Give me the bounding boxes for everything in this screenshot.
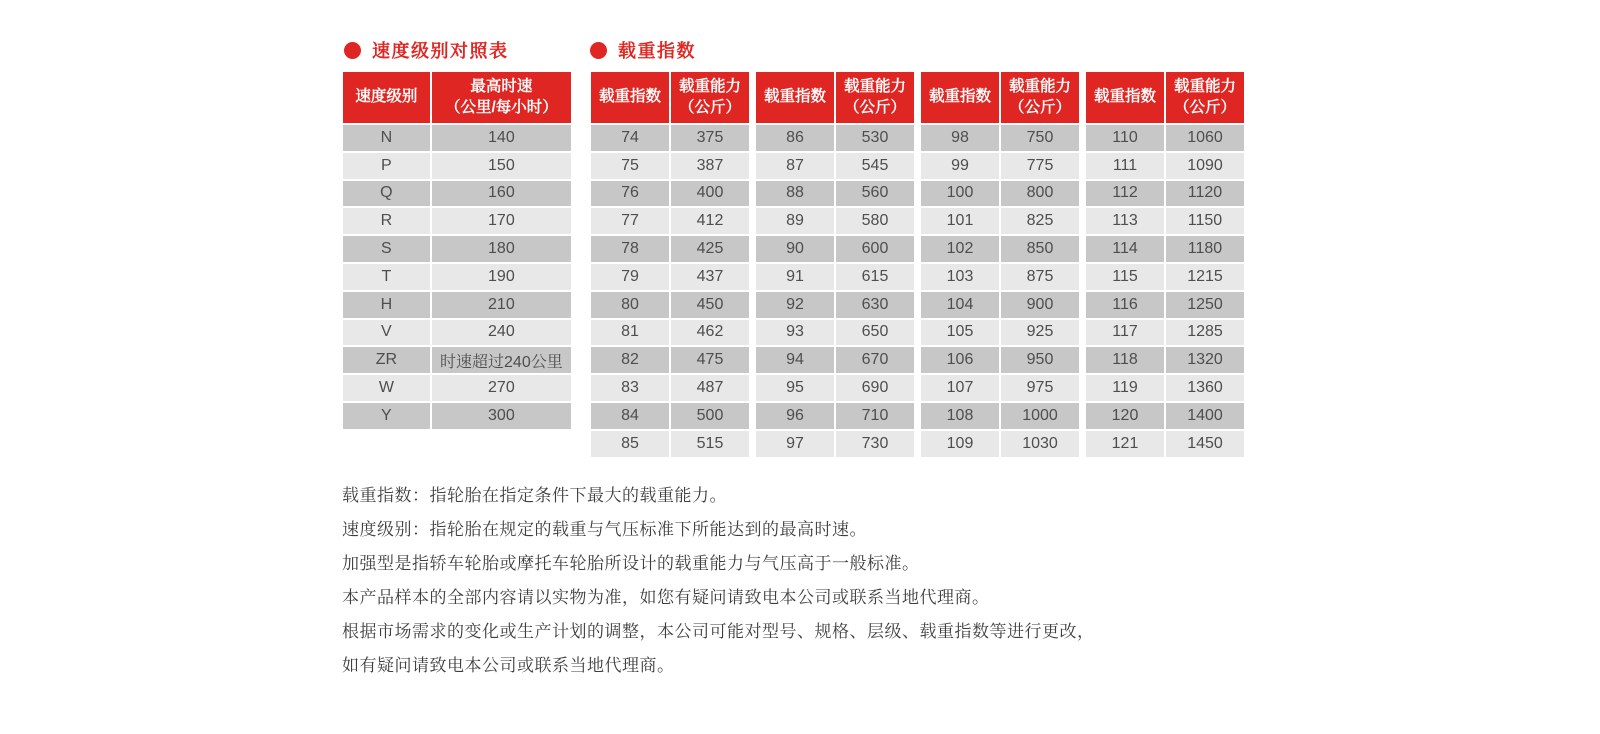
table-cell: 650 xyxy=(836,320,914,346)
table-cell: 560 xyxy=(836,181,914,207)
table-cell: 105 xyxy=(921,320,999,346)
table-row xyxy=(921,403,1079,429)
column-header-load-index: 载重指数 xyxy=(921,72,999,123)
column-header-load-index: 载重指数 xyxy=(1086,72,1164,123)
table-row xyxy=(1086,320,1244,346)
table-cell: 530 xyxy=(836,125,914,151)
table-cell: 1250 xyxy=(1166,292,1244,318)
table-row xyxy=(1086,347,1244,373)
table-row xyxy=(1086,236,1244,262)
table-row xyxy=(591,292,749,318)
table-cell: P xyxy=(343,153,430,179)
table-cell: 118 xyxy=(1086,347,1164,373)
table-cell: 825 xyxy=(1001,208,1079,234)
table-cell: 1400 xyxy=(1166,403,1244,429)
table-row xyxy=(921,292,1079,318)
header-row xyxy=(591,72,749,123)
table-cell: 875 xyxy=(1001,264,1079,290)
table-cell: 210 xyxy=(432,292,571,318)
table-cell: 104 xyxy=(921,292,999,318)
table-cell: 160 xyxy=(432,181,571,207)
table-row xyxy=(591,347,749,373)
table-cell: S xyxy=(343,236,430,262)
header-row xyxy=(921,72,1079,123)
load-group-body xyxy=(1086,125,1244,457)
table-cell: 121 xyxy=(1086,431,1164,457)
table-cell: 103 xyxy=(921,264,999,290)
table-cell: 1000 xyxy=(1001,403,1079,429)
table-cell: 515 xyxy=(671,431,749,457)
note-line: 加强型是指轿车轮胎或摩托车轮胎所设计的载重能力与气压高于一般标准。 xyxy=(342,554,920,573)
table-cell: 113 xyxy=(1086,208,1164,234)
table-cell: 120 xyxy=(1086,403,1164,429)
table-cell: N xyxy=(343,125,430,151)
table-cell: 850 xyxy=(1001,236,1079,262)
table-cell: V xyxy=(343,320,430,346)
column-header-load-capacity xyxy=(836,72,914,123)
table-cell: 730 xyxy=(836,431,914,457)
table-cell: 545 xyxy=(836,153,914,179)
table-cell: 1285 xyxy=(1166,320,1244,346)
load-index-group-4 xyxy=(1084,70,1246,459)
table-row xyxy=(343,264,571,290)
table-cell: 89 xyxy=(756,208,834,234)
header-row xyxy=(756,72,914,123)
table-cell: 1215 xyxy=(1166,264,1244,290)
header-line: 载重能力 xyxy=(843,78,906,96)
table-row xyxy=(343,320,571,346)
table-cell: 412 xyxy=(671,208,749,234)
table-cell: 99 xyxy=(921,153,999,179)
table-row xyxy=(1086,181,1244,207)
table-cell: 462 xyxy=(671,320,749,346)
table-cell: 437 xyxy=(671,264,749,290)
table-cell: R xyxy=(343,208,430,234)
table-cell: 117 xyxy=(1086,320,1164,346)
header-line: （公里/每小时） xyxy=(444,98,558,116)
bullet-dot-icon xyxy=(590,42,607,59)
table-row xyxy=(591,208,749,234)
table-cell: 615 xyxy=(836,264,914,290)
table-cell: 170 xyxy=(432,208,571,234)
note-line: 根据市场需求的变化或生产计划的调整，本公司可能对型号、规格、层级、载重指数等进行更改， xyxy=(342,622,1095,641)
table-cell: 580 xyxy=(836,208,914,234)
table-cell: 270 xyxy=(432,375,571,401)
table-cell: 710 xyxy=(836,403,914,429)
table-cell: 时速超过240公里 xyxy=(432,347,571,373)
load-index-group-2 xyxy=(754,70,916,459)
table-cell: 79 xyxy=(591,264,669,290)
header-line: （公斤） xyxy=(1173,98,1236,116)
table-cell: H xyxy=(343,292,430,318)
table-row xyxy=(591,181,749,207)
table-cell: 78 xyxy=(591,236,669,262)
table-cell: 775 xyxy=(1001,153,1079,179)
table-row xyxy=(756,347,914,373)
table-row xyxy=(343,181,571,207)
table-cell: 800 xyxy=(1001,181,1079,207)
table-row xyxy=(343,403,571,429)
header-line: 载重能力 xyxy=(1008,78,1071,96)
table-header xyxy=(756,72,914,123)
table-row xyxy=(591,403,749,429)
table-cell: 95 xyxy=(756,375,834,401)
table-cell: 950 xyxy=(1001,347,1079,373)
table-row xyxy=(343,153,571,179)
table-row xyxy=(1086,292,1244,318)
table-cell: 74 xyxy=(591,125,669,151)
column-header-load-capacity xyxy=(671,72,749,123)
table-row xyxy=(1086,403,1244,429)
speed-table-title xyxy=(344,39,509,61)
table-cell: 975 xyxy=(1001,375,1079,401)
table-cell: T xyxy=(343,264,430,290)
load-index-group-3 xyxy=(919,70,1081,459)
table-cell: 1450 xyxy=(1166,431,1244,457)
table-row xyxy=(921,320,1079,346)
load-index-group-1 xyxy=(589,70,751,459)
table-row xyxy=(591,431,749,457)
table-cell: 925 xyxy=(1001,320,1079,346)
section-title-text: 载重指数 xyxy=(618,41,696,61)
speed-table-body xyxy=(343,125,571,429)
table-cell: 112 xyxy=(1086,181,1164,207)
table-cell: 97 xyxy=(756,431,834,457)
table-row xyxy=(756,320,914,346)
table-header xyxy=(1086,72,1244,123)
note-line: 本产品样本的全部内容请以实物为准，如您有疑问请致电本公司或联系当地代理商。 xyxy=(342,588,990,607)
table-row xyxy=(343,208,571,234)
table-row xyxy=(921,347,1079,373)
table-row xyxy=(591,320,749,346)
table-cell: 115 xyxy=(1086,264,1164,290)
footnotes xyxy=(342,479,1095,683)
table-cell: 1360 xyxy=(1166,375,1244,401)
table-row xyxy=(591,264,749,290)
table-cell: 300 xyxy=(432,403,571,429)
column-header-load-index: 载重指数 xyxy=(756,72,834,123)
table-row xyxy=(756,125,914,151)
table-row xyxy=(921,431,1079,457)
table-cell: 75 xyxy=(591,153,669,179)
table-cell: ZR xyxy=(343,347,430,373)
table-row xyxy=(756,403,914,429)
table-row xyxy=(921,153,1079,179)
column-header-load-capacity xyxy=(1166,72,1244,123)
table-cell: 96 xyxy=(756,403,834,429)
table-row xyxy=(591,153,749,179)
table-cell: 108 xyxy=(921,403,999,429)
table-row xyxy=(343,375,571,401)
table-row xyxy=(343,236,571,262)
table-cell: 109 xyxy=(921,431,999,457)
table-row xyxy=(1086,431,1244,457)
table-cell: 110 xyxy=(1086,125,1164,151)
table-cell: 94 xyxy=(756,347,834,373)
table-cell: 98 xyxy=(921,125,999,151)
column-header-speed-rating: 速度级别 xyxy=(343,72,430,123)
table-cell: 630 xyxy=(836,292,914,318)
table-row xyxy=(921,181,1079,207)
load-group-body xyxy=(591,125,749,457)
table-cell: 90 xyxy=(756,236,834,262)
table-cell: 82 xyxy=(591,347,669,373)
table-row xyxy=(1086,264,1244,290)
table-row xyxy=(1086,375,1244,401)
table-cell: 1120 xyxy=(1166,181,1244,207)
table-row xyxy=(756,236,914,262)
table-row xyxy=(921,375,1079,401)
table-row xyxy=(756,264,914,290)
load-group-body xyxy=(921,125,1079,457)
table-cell: 1030 xyxy=(1001,431,1079,457)
table-header xyxy=(343,72,571,123)
table-cell: 101 xyxy=(921,208,999,234)
table-row xyxy=(1086,125,1244,151)
header-line: （公斤） xyxy=(1008,98,1071,116)
table-cell: 1150 xyxy=(1166,208,1244,234)
table-row xyxy=(343,292,571,318)
table-cell: 240 xyxy=(432,320,571,346)
note-line: 速度级别：指轮胎在规定的载重与气压标准下所能达到的最高时速。 xyxy=(342,520,867,539)
table-cell: 900 xyxy=(1001,292,1079,318)
table-cell: W xyxy=(343,375,430,401)
table-row xyxy=(756,292,914,318)
table-cell: 140 xyxy=(432,125,571,151)
table-cell: 690 xyxy=(836,375,914,401)
table-row xyxy=(921,125,1079,151)
header-line: 载重能力 xyxy=(1173,78,1236,96)
table-cell: 87 xyxy=(756,153,834,179)
table-row xyxy=(591,125,749,151)
table-row xyxy=(756,153,914,179)
header-row xyxy=(1086,72,1244,123)
table-row xyxy=(756,208,914,234)
table-cell: 102 xyxy=(921,236,999,262)
table-cell: 1180 xyxy=(1166,236,1244,262)
table-cell: Q xyxy=(343,181,430,207)
table-cell: 119 xyxy=(1086,375,1164,401)
header-row xyxy=(343,72,571,123)
table-cell: 86 xyxy=(756,125,834,151)
table-cell: 1060 xyxy=(1166,125,1244,151)
table-cell: Y xyxy=(343,403,430,429)
table-cell: 106 xyxy=(921,347,999,373)
table-cell: 190 xyxy=(432,264,571,290)
load-index-tables xyxy=(589,70,1246,459)
table-row xyxy=(1086,153,1244,179)
bullet-dot-icon xyxy=(344,42,361,59)
table-header xyxy=(591,72,749,123)
table-cell: 400 xyxy=(671,181,749,207)
table-cell: 475 xyxy=(671,347,749,373)
table-cell: 450 xyxy=(671,292,749,318)
header-line: （公斤） xyxy=(678,98,741,116)
column-header-load-index: 载重指数 xyxy=(591,72,669,123)
table-cell: 180 xyxy=(432,236,571,262)
table-row xyxy=(591,375,749,401)
table-cell: 425 xyxy=(671,236,749,262)
section-title-text: 速度级别对照表 xyxy=(372,41,509,61)
table-cell: 93 xyxy=(756,320,834,346)
table-cell: 80 xyxy=(591,292,669,318)
table-cell: 750 xyxy=(1001,125,1079,151)
table-cell: 100 xyxy=(921,181,999,207)
table-cell: 92 xyxy=(756,292,834,318)
table-header xyxy=(921,72,1079,123)
table-row xyxy=(1086,208,1244,234)
table-cell: 1320 xyxy=(1166,347,1244,373)
table-cell: 114 xyxy=(1086,236,1164,262)
table-row xyxy=(921,236,1079,262)
note-line: 如有疑问请致电本公司或联系当地代理商。 xyxy=(342,656,675,675)
column-header-load-capacity xyxy=(1001,72,1079,123)
table-cell: 375 xyxy=(671,125,749,151)
header-line: 最高时速 xyxy=(470,78,533,96)
load-group-body xyxy=(756,125,914,457)
table-row xyxy=(921,208,1079,234)
table-cell: 116 xyxy=(1086,292,1164,318)
table-cell: 107 xyxy=(921,375,999,401)
table-row xyxy=(756,181,914,207)
header-line: （公斤） xyxy=(843,98,906,116)
table-cell: 83 xyxy=(591,375,669,401)
header-line: 载重能力 xyxy=(678,78,741,96)
table-cell: 88 xyxy=(756,181,834,207)
load-table-title xyxy=(590,39,696,61)
table-row xyxy=(343,347,571,373)
table-row xyxy=(343,125,571,151)
table-cell: 1090 xyxy=(1166,153,1244,179)
table-cell: 85 xyxy=(591,431,669,457)
table-cell: 487 xyxy=(671,375,749,401)
table-cell: 81 xyxy=(591,320,669,346)
note-line: 载重指数：指轮胎在指定条件下最大的载重能力。 xyxy=(342,486,727,505)
table-cell: 91 xyxy=(756,264,834,290)
speed-rating-table xyxy=(341,70,573,431)
table-row xyxy=(756,375,914,401)
table-row xyxy=(921,264,1079,290)
table-row xyxy=(756,431,914,457)
column-header-max-speed xyxy=(432,72,571,123)
table-cell: 84 xyxy=(591,403,669,429)
table-cell: 77 xyxy=(591,208,669,234)
table-cell: 670 xyxy=(836,347,914,373)
table-cell: 150 xyxy=(432,153,571,179)
table-row xyxy=(591,236,749,262)
table-cell: 500 xyxy=(671,403,749,429)
table-cell: 600 xyxy=(836,236,914,262)
table-cell: 387 xyxy=(671,153,749,179)
table-cell: 111 xyxy=(1086,153,1164,179)
table-cell: 76 xyxy=(591,181,669,207)
